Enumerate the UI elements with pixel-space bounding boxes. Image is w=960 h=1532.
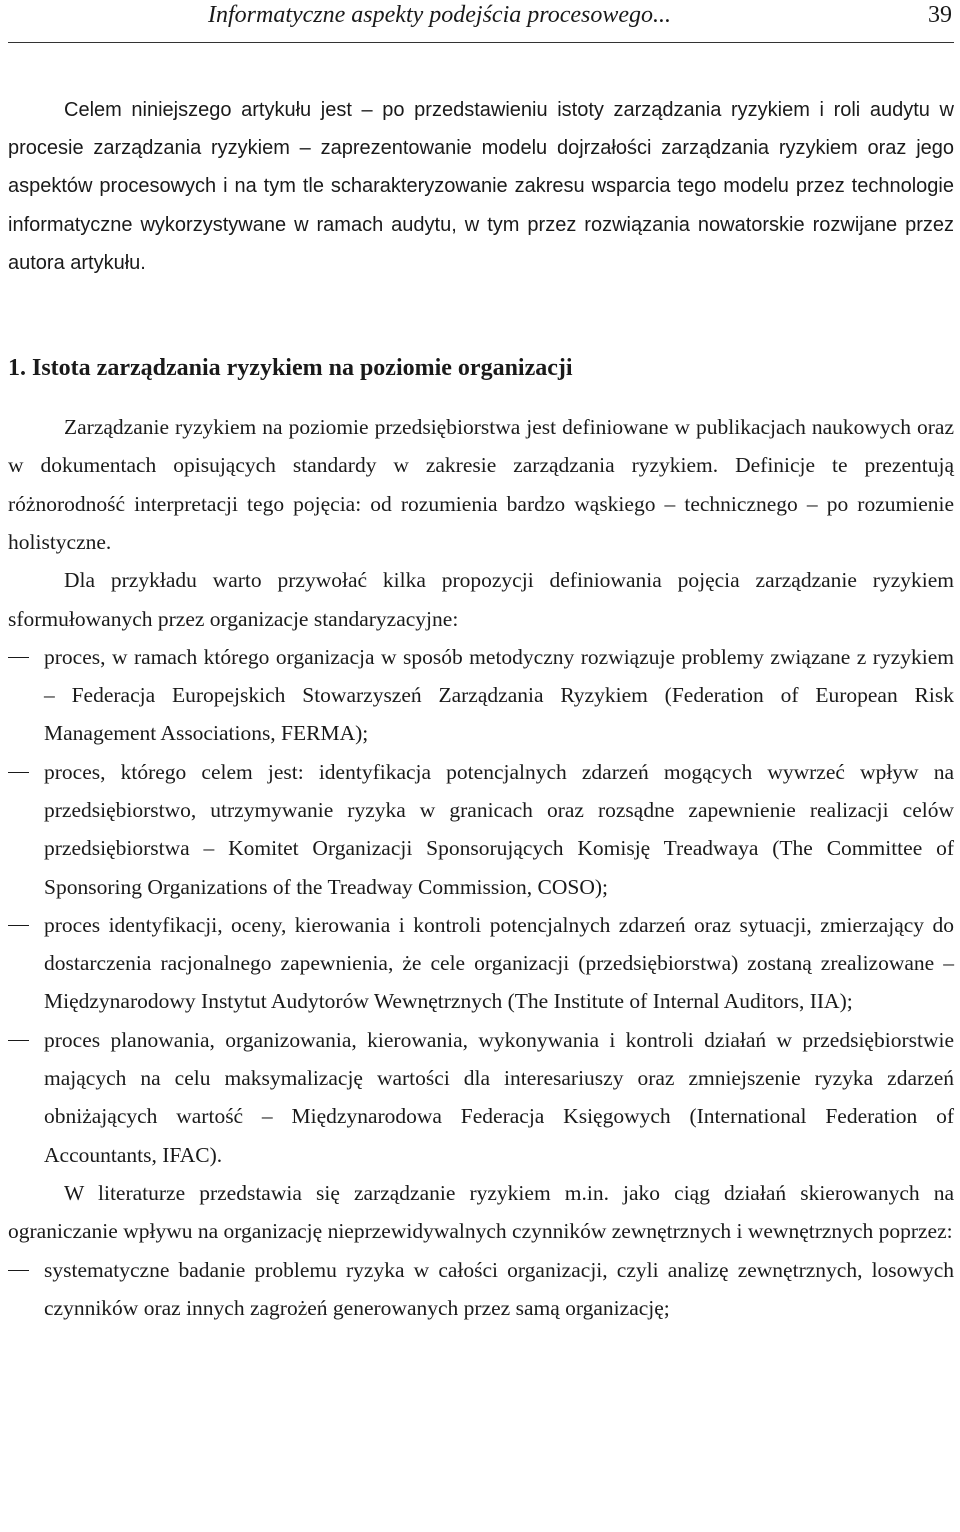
body-paragraph-definitions-overview: Zarządzanie ryzykiem na poziomie przedsiębiorstwa jest definiowane w publikacjach naukowych oraz w dokumentach opisujących standardy w zakresie zarządzania ryzykiem. Definicje te prezentują różnorodność interpretacji tego pojęcia: od rozumienia bardzo wąskiego – technicznego – po rozumienie holistyczne. (8, 415, 954, 554)
list-item (8, 753, 954, 906)
body-paragraph-literature: W literaturze przedstawia się zarządzanie ryzykiem m.in. jako ciąg działań skierowanych na ograniczanie wpływu na organizację nieprzewidywalnych czynników zewnętrznych i wewnętrznych poprzez: (8, 1180, 954, 1244)
list-item (8, 638, 954, 753)
body-paragraph-examples-intro: Dla przykładu warto przywołać kilka propozycji definiowania pojęcia zarządzanie ryzykiem sformułowanych przez organizacje standaryzacyjne: (8, 568, 954, 631)
list-item-text: proces identyfikacji, oceny, kierowania i kontroli potencjalnych zdarzeń oraz sytuacji, zmierzający do dostarczenia racjonalnego zapewnienia, że cele organizacji (przedsiębiorstwa) zostaną zrealizowane – Międzynarodowy Instytut Audytorów Wewnętrznych (The Institute of Internal Auditors, IIA); (44, 912, 954, 1014)
list-item-text: systematyczne badanie problemu ryzyka w całości organizacji, czyli analizę zewnętrznych, losowych czynników oraz innych zagrożeń generowanych przez samą organizację; (44, 1257, 954, 1320)
definitions-list (8, 638, 954, 1174)
list-item-text: proces planowania, organizowania, kierowania, wykonywania i kontroli działań w przedsiębiorstwie mających na celu maksymalizację wartości dla interesariuszy oraz zmniejszenie ryzyka zdarzeń obniżających wartość – Międzynarodowa Federacja Księgowych (International Federation of Accountants, IFAC). (44, 1027, 954, 1167)
running-header (8, 0, 954, 43)
running-title: Informatyczne aspekty podejścia procesowego... (208, 2, 671, 28)
list-item-text: proces, w ramach którego organizacja w sposób metodyczny rozwiązuje problemy związane z ryzykiem – Federacja Europejskich Stowarzyszeń Zarządzania Ryzykiem (Federation of European Risk Management Associations, FERMA); (44, 644, 954, 746)
section-heading: 1. Istota zarządzania ryzykiem na poziomie organizacji (8, 355, 573, 382)
list-item (8, 906, 954, 1021)
intro-paragraph: Celem niniejszego artykułu jest – po przedstawieniu istoty zarządzania ryzykiem i roli audytu w procesie zarządzania ryzykiem – zaprezentowanie modelu dojrzałości zarządzania ryzykiem oraz jego aspektów procesowych i na tym tle scharakteryzowanie zakresu wsparcia tego modelu przez technologie informatyczne wykorzystywane w ramach audytu, w tym przez rozwiązania nowatorskie rozwijane przez autora artykułu. (8, 99, 954, 274)
list-item (8, 1021, 954, 1174)
list-item (8, 1251, 954, 1328)
list-item-text: proces, którego celem jest: identyfikacja potencjalnych zdarzeń mogących wywrzeć wpływ na przedsiębiorstwo, utrzymywanie ryzyka w granicach oraz rozsądne zapewnienie realizacji celów przedsiębiorstwa – Komitet Organizacji Sponsorujących Komisję Treadwaya (The Committee of Sponsoring Organizations of the Treadway Commission, COSO); (44, 759, 954, 899)
actions-list (8, 1251, 954, 1328)
document-page (8, 0, 954, 1327)
page-number: 39 (928, 2, 952, 28)
